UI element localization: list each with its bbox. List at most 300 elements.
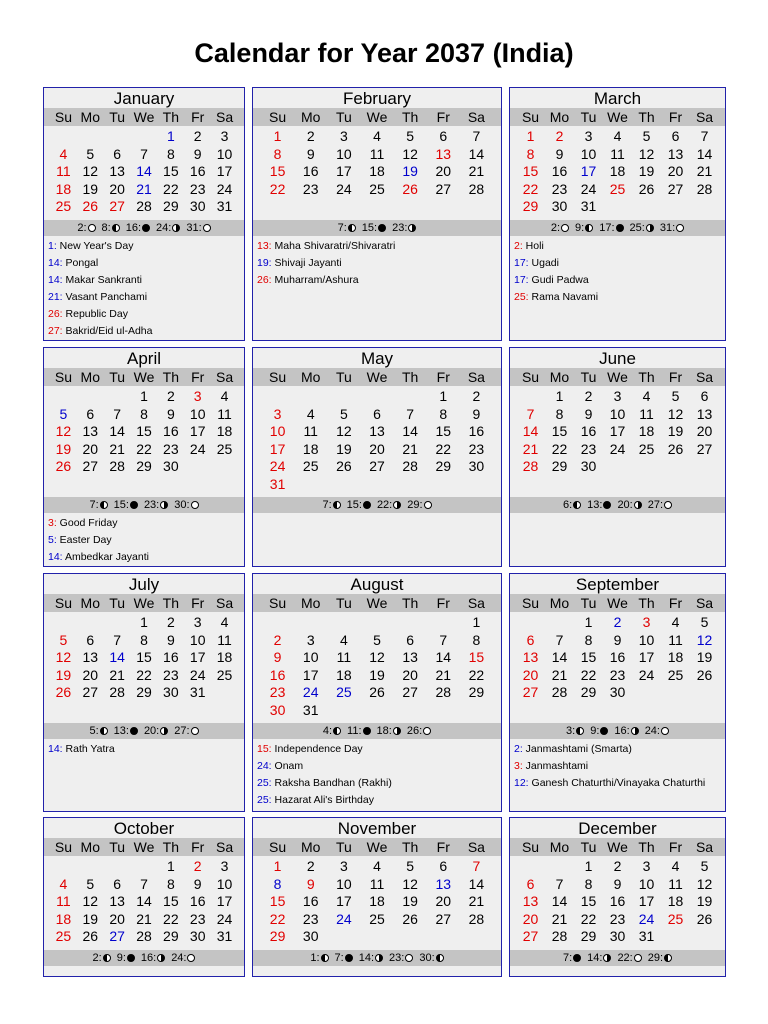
holiday-item [514, 775, 705, 792]
day-cell: 16 [302, 893, 319, 910]
month-name: November [337, 819, 417, 838]
moon-phase [575, 220, 593, 236]
moon-phase [359, 950, 383, 966]
moon-phase-date: 16: [614, 725, 630, 737]
day-cell: 22 [136, 666, 152, 683]
day-cell: 18 [667, 649, 684, 666]
moon-phase [89, 723, 107, 739]
day-cell: 16 [189, 163, 206, 180]
day-cell: 24 [609, 440, 626, 457]
day-cell: 15 [468, 649, 485, 666]
moon-last-icon [100, 727, 108, 735]
day-cell: 4 [373, 128, 381, 144]
day-cell: 14 [522, 423, 539, 440]
day-cell: 2 [273, 631, 282, 648]
holiday-name: Ganesh Chaturthi/Vinayaka Chaturthi [528, 777, 706, 789]
day-cell: 4 [59, 875, 68, 892]
day-cell: 13 [696, 405, 713, 422]
holiday-name: Republic Day [62, 308, 128, 320]
month-april [43, 347, 245, 567]
day-cell: 11 [56, 893, 71, 910]
day-cell: 8 [273, 875, 282, 892]
moon-full-icon [664, 501, 672, 509]
day-cell: 1 [140, 614, 148, 630]
weekday-label: Tu [335, 369, 352, 385]
day-cell: 13 [109, 163, 125, 180]
day-cell: 1 [273, 858, 282, 874]
day-cell: 31 [302, 702, 319, 718]
holiday-name: Vasant Panchami [62, 291, 148, 303]
moon-phase [310, 950, 328, 966]
day-cell: 7 [406, 405, 415, 422]
moon-first-icon [160, 727, 168, 735]
day-cell: 30 [269, 702, 286, 718]
day-cell: 22 [580, 910, 597, 927]
moon-phase-date: 30: [174, 499, 190, 511]
day-cell: 12 [55, 649, 72, 666]
day-cell: 5 [59, 405, 68, 422]
moon-phase [407, 723, 431, 739]
day-cell: 12 [638, 145, 655, 162]
day-cell: 16 [609, 893, 626, 910]
moon-phase-date: 27: [647, 499, 664, 511]
moon-phase-bar [253, 950, 501, 966]
day-cell: 8 [166, 875, 175, 892]
day-cell: 27 [109, 198, 125, 215]
moon-full-icon [676, 224, 684, 232]
holiday-date: 14: [48, 274, 63, 286]
moon-phase-date: 13: [113, 725, 129, 737]
day-cell: 22 [468, 666, 485, 683]
holiday-date: 17: [514, 257, 529, 269]
day-cell: 28 [402, 458, 418, 475]
month-august [252, 573, 502, 812]
day-cell: 18 [638, 423, 655, 440]
day-cell: 7 [472, 128, 481, 144]
moon-phase-date: 25: [629, 222, 645, 234]
moon-last-icon [348, 224, 356, 232]
day-cell: 17 [302, 666, 319, 683]
day-cell: 29 [163, 198, 179, 215]
day-cell: 24 [216, 910, 233, 927]
month-may [252, 347, 502, 567]
day-cell: 21 [109, 666, 125, 683]
day-cell: 26 [55, 684, 72, 701]
day-cell: 27 [667, 180, 684, 197]
day-cell: 29 [522, 198, 539, 215]
day-cell: 26 [638, 180, 655, 197]
day-cell: 13 [522, 893, 539, 910]
day-cell: 10 [269, 423, 286, 440]
weekday-label: We [607, 839, 628, 855]
moon-phase [156, 220, 180, 236]
day-cell: 2 [613, 858, 622, 874]
moon-full-icon [424, 501, 432, 509]
holiday-item [48, 532, 112, 549]
moon-first-icon [646, 224, 654, 232]
moon-phase-date: 6: [562, 499, 573, 511]
day-cell: 10 [216, 875, 233, 892]
moon-new-icon [616, 224, 624, 232]
day-cell: 5 [671, 388, 680, 404]
day-cell: 29 [435, 458, 452, 475]
moon-last-icon [103, 954, 111, 962]
holiday-date: 2: [514, 240, 523, 252]
holiday-date: 13: [257, 240, 272, 252]
moon-phase-date: 9: [116, 952, 126, 964]
day-cell: 14 [435, 649, 452, 666]
moon-phase [186, 220, 210, 236]
day-cell: 11 [217, 631, 232, 648]
day-cell: 4 [613, 128, 622, 144]
moon-phase [617, 497, 641, 513]
moon-phase-date: 16: [125, 222, 142, 234]
day-cell: 16 [269, 666, 286, 683]
day-cell: 20 [522, 910, 539, 927]
moon-phase [335, 950, 353, 966]
weekday-label: Sa [467, 109, 485, 125]
weekday-label: Sa [216, 109, 234, 125]
day-cell: 14 [136, 163, 152, 180]
holiday-name: Raksha Bandhan (Rakhi) [271, 777, 392, 789]
day-cell: 8 [472, 631, 481, 648]
day-cell: 9 [613, 875, 622, 892]
day-cell: 14 [136, 893, 152, 910]
holiday-name: Holi [522, 240, 544, 252]
moon-phase-date: 23: [143, 499, 160, 511]
weekday-label: Mo [300, 109, 321, 125]
day-cell: 25 [369, 180, 385, 197]
moon-phase [563, 497, 581, 513]
day-cell: 26 [369, 684, 385, 701]
weekday-label: Mo [80, 595, 100, 611]
day-cell: 2 [193, 128, 202, 144]
day-cell: 15 [136, 423, 152, 440]
month-name: October [113, 819, 175, 838]
moon-phase [174, 497, 198, 513]
moon-phase [630, 220, 654, 236]
day-cell: 11 [610, 145, 625, 162]
day-cell: 17 [638, 893, 655, 910]
holiday-date: 26: [257, 274, 272, 286]
moon-phase [407, 497, 431, 513]
moon-full-icon [661, 727, 669, 735]
day-cell: 12 [369, 649, 385, 666]
day-cell: 4 [671, 858, 680, 874]
day-cell: 21 [696, 163, 713, 180]
day-cell: 3 [306, 631, 315, 648]
weekday-label: Th [162, 595, 180, 611]
day-cell: 13 [82, 423, 99, 440]
day-cell: 8 [140, 631, 148, 648]
moon-phase [347, 497, 371, 513]
moon-phase-date: 7: [562, 952, 573, 964]
day-cell: 27 [435, 180, 452, 197]
day-cell: 11 [217, 405, 232, 422]
day-cell: 20 [696, 423, 713, 440]
day-cell: 24 [580, 180, 597, 197]
moon-phase-date: 16: [140, 952, 157, 964]
day-cell: 1 [526, 128, 535, 144]
day-cell: 15 [551, 423, 568, 440]
day-cell: 6 [671, 128, 680, 144]
day-cell: 29 [580, 928, 597, 945]
day-cell: 6 [526, 631, 535, 648]
moon-phase [114, 497, 138, 513]
weekday-label: Th [638, 839, 655, 855]
moon-phase [322, 497, 340, 513]
moon-phase [141, 950, 165, 966]
moon-phase [614, 723, 638, 739]
moon-new-icon [130, 727, 138, 735]
day-cell: 14 [551, 893, 568, 910]
holiday-name: Good Friday [56, 517, 118, 529]
day-cell: 16 [189, 893, 206, 910]
holiday-item [257, 272, 359, 289]
holiday-item [48, 323, 153, 340]
moon-first-icon [172, 224, 180, 232]
weekday-label: Su [269, 369, 287, 385]
day-cell: 13 [667, 145, 684, 162]
moon-phase [551, 220, 569, 236]
day-cell: 21 [136, 910, 152, 927]
moon-phase-date: 14: [587, 952, 603, 964]
day-cell: 4 [220, 614, 229, 630]
moon-phase-date: 24: [156, 222, 172, 234]
day-cell: 13 [522, 649, 539, 666]
day-cell: 7 [700, 128, 709, 144]
holiday-item [257, 741, 363, 758]
weekday-label: Th [162, 369, 180, 385]
day-cell: 15 [580, 649, 597, 666]
day-cell: 18 [216, 423, 233, 440]
day-cell: 19 [402, 893, 418, 910]
day-cell: 25 [55, 928, 72, 945]
day-cell: 20 [667, 163, 684, 180]
weekday-label: Th [401, 839, 419, 855]
day-cell: 2 [555, 128, 564, 144]
month-february [252, 87, 502, 341]
day-cell: 21 [402, 440, 418, 457]
month-december [509, 817, 726, 977]
holiday-item [48, 741, 115, 758]
moon-phase-date: 27: [174, 725, 190, 737]
moon-phase-date: 7: [337, 222, 347, 234]
day-cell: 23 [468, 440, 485, 457]
day-cell: 2 [306, 858, 315, 874]
day-cell: 14 [551, 649, 568, 666]
holiday-name: Janmashtami (Smarta) [522, 743, 632, 755]
day-cell: 21 [109, 440, 125, 457]
month-name: May [360, 349, 394, 368]
moon-full-icon [561, 224, 569, 232]
day-cell: 21 [468, 893, 485, 910]
moon-phase [117, 950, 135, 966]
moon-phase [93, 950, 111, 966]
month-name: August [350, 575, 404, 594]
day-cell: 12 [402, 875, 418, 892]
holiday-date: 14: [48, 743, 63, 755]
day-cell: 5 [406, 128, 415, 144]
day-cell: 3 [193, 614, 202, 630]
day-cell: 27 [435, 910, 452, 927]
day-cell: 19 [82, 910, 99, 927]
day-cell: 20 [109, 910, 125, 927]
holiday-item [48, 289, 147, 306]
day-cell: 14 [696, 145, 713, 162]
holiday-name: Hazarat Ali's Birthday [271, 794, 374, 806]
day-cell: 4 [642, 388, 651, 404]
moon-last-icon [664, 954, 672, 962]
holiday-item [257, 255, 342, 272]
day-cell: 17 [269, 440, 286, 457]
moon-phase-bar [510, 497, 725, 513]
moon-first-icon [393, 727, 401, 735]
weekday-label: Sa [216, 839, 234, 855]
weekday-label: Tu [335, 595, 352, 611]
day-cell: 5 [373, 631, 381, 648]
day-cell: 19 [402, 163, 418, 180]
day-cell: 12 [667, 405, 684, 422]
day-cell: 26 [55, 458, 72, 475]
day-cell: 28 [696, 180, 713, 197]
moon-full-icon [634, 954, 642, 962]
day-cell: 1 [584, 858, 593, 874]
moon-phase-bar [44, 497, 244, 513]
moon-full-icon [191, 727, 199, 735]
day-cell: 9 [193, 145, 202, 162]
day-cell: 9 [273, 649, 282, 666]
month-name: January [113, 89, 175, 108]
weekday-label: Fr [191, 369, 205, 385]
day-cell: 30 [163, 684, 179, 701]
moon-phase-bar [510, 723, 725, 739]
day-cell: 9 [306, 145, 315, 162]
moon-phase-date: 7: [322, 499, 332, 511]
weekday-label: Fr [668, 839, 683, 855]
day-cell: 24 [189, 666, 206, 683]
day-cell: 8 [439, 405, 448, 422]
day-cell: 8 [584, 875, 593, 892]
day-cell: 23 [269, 684, 286, 701]
moon-last-icon [436, 954, 444, 962]
moon-phase [338, 220, 356, 236]
moon-phase [389, 950, 413, 966]
day-cell: 23 [163, 440, 179, 457]
day-cell: 2 [166, 388, 175, 404]
day-cell: 14 [468, 875, 485, 892]
day-cell: 27 [82, 684, 99, 701]
day-cell: 13 [82, 649, 99, 666]
moon-last-icon [112, 224, 120, 232]
holiday-date: 21: [48, 291, 63, 303]
moon-last-icon [573, 501, 581, 509]
day-cell: 9 [166, 405, 175, 422]
moon-new-icon [127, 954, 135, 962]
day-cell: 28 [435, 684, 452, 701]
day-cell: 3 [339, 128, 348, 144]
day-cell: 23 [551, 180, 568, 197]
moon-phase [563, 950, 581, 966]
day-cell: 29 [163, 928, 179, 945]
moon-phase-date: 29: [407, 499, 423, 511]
day-cell: 20 [82, 440, 99, 457]
holiday-item [48, 272, 142, 289]
moon-full-icon [203, 224, 211, 232]
moon-phase-date: 5: [89, 725, 99, 737]
day-cell: 16 [609, 649, 626, 666]
holiday-name: Rath Yatra [62, 743, 115, 755]
day-cell: 7 [439, 631, 448, 648]
day-cell: 9 [584, 405, 593, 422]
weekday-label: Tu [109, 369, 126, 385]
day-cell: 30 [609, 928, 626, 945]
day-cell: 22 [136, 440, 152, 457]
day-cell: 20 [435, 893, 452, 910]
moon-new-icon [573, 954, 581, 962]
moon-phase-date: 2: [550, 222, 561, 234]
moon-phase [89, 497, 107, 513]
day-cell: 1 [140, 388, 148, 404]
moon-first-icon [603, 954, 611, 962]
weekday-label: Sa [695, 109, 714, 125]
day-cell: 25 [336, 684, 352, 701]
day-cell: 30 [189, 198, 206, 215]
moon-phase-bar [44, 950, 244, 966]
weekday-label: Su [269, 839, 287, 855]
month-name: June [599, 349, 636, 368]
month-october [43, 817, 245, 977]
holiday-item [48, 238, 133, 255]
weekday-label: Fr [668, 595, 683, 611]
moon-phase-bar [253, 497, 501, 513]
day-cell: 5 [642, 128, 651, 144]
weekday-label: Su [54, 839, 72, 855]
moon-phase-date: 2: [92, 952, 102, 964]
day-cell: 31 [216, 198, 233, 215]
weekday-label: Th [401, 369, 419, 385]
day-cell: 10 [336, 875, 352, 892]
holiday-item [48, 549, 149, 566]
moon-full-icon [423, 727, 431, 735]
moon-new-icon [378, 224, 386, 232]
moon-first-icon [393, 501, 401, 509]
weekday-label: Sa [695, 839, 714, 855]
day-cell: 28 [468, 180, 485, 197]
month-march [509, 87, 726, 341]
moon-phase-date: 31: [659, 222, 676, 234]
day-cell: 3 [584, 128, 593, 144]
moon-phase-bar [253, 220, 501, 236]
day-cell: 13 [435, 145, 452, 162]
moon-phase-date: 2: [77, 222, 87, 234]
day-cell: 12 [55, 423, 72, 440]
weekday-label: Sa [695, 369, 714, 385]
moon-phase [587, 950, 611, 966]
day-cell: 3 [642, 858, 651, 874]
holiday-item [514, 289, 598, 306]
moon-phase-date: 30: [419, 952, 435, 964]
day-cell: 3 [220, 858, 229, 874]
day-cell: 1 [439, 388, 448, 404]
holiday-item [257, 758, 303, 775]
day-cell: 10 [189, 631, 206, 648]
weekday-label: Tu [109, 109, 126, 125]
day-cell: 24 [269, 458, 286, 475]
weekday-label: We [133, 839, 155, 855]
day-cell: 24 [638, 910, 655, 927]
weekday-label: Th [638, 595, 655, 611]
